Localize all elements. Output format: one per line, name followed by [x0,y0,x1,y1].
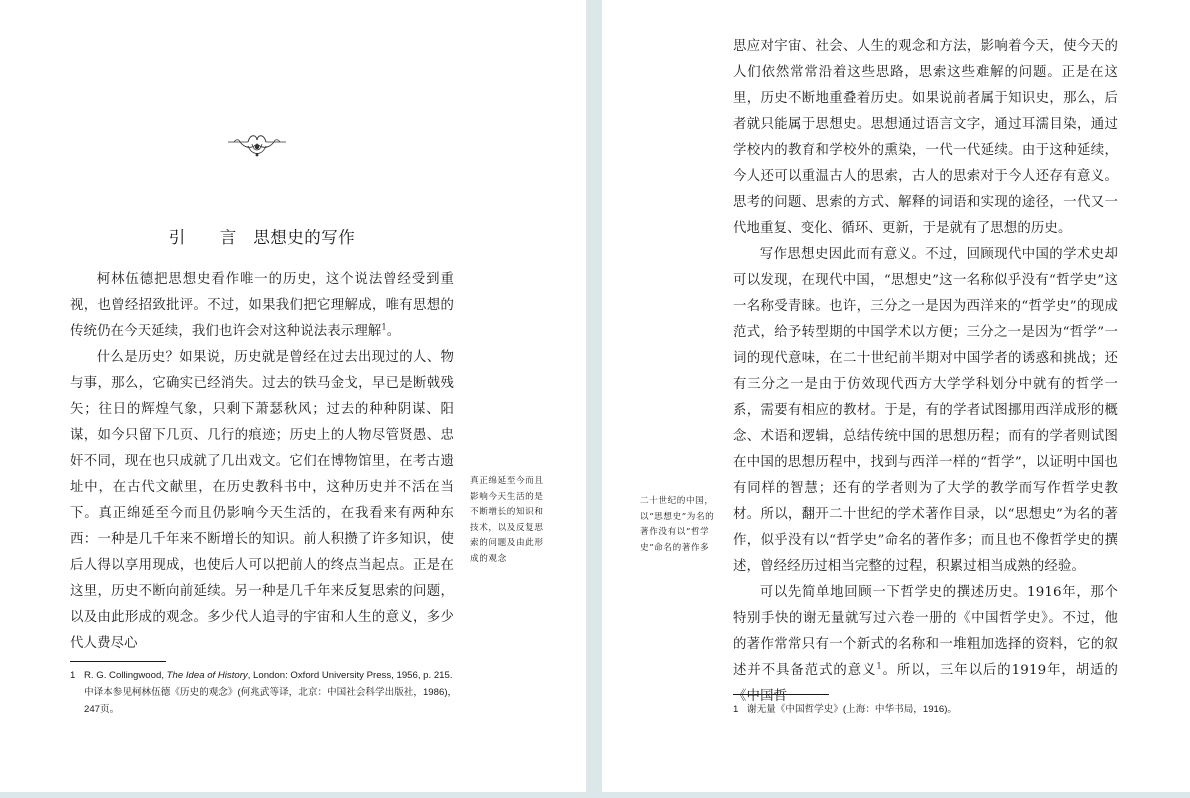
left-body-text [70,267,454,657]
paragraph: 什么是历史？如果说，历史就是曾经在过去出现过的人、物与事，那么，它确实已经消失。过去的铁马金戈，早已是断戟残矢；往日的辉煌气象，只剩下萧瑟秋风；过去的种种阴谋、阳谋，如今只留下几页、几行的痕迹；历史上的人物尽管贤愚、忠奸不同，现在也只成就了几出戏文。它们在博物馆里，在考古遗址中，在古代文献里，在历史教科书中，这种历史并不活在当下。真正绵延至今而且仍影响今天生活的，在我看来有两种东西：一种是几千年来不断增长的知识。前人积攒了许多知识，使后人得以享用现成，也使后人可以把前人的终点当起点。正是在这里，历史不断向前延续。另一种是几千年来反复思索的问题，以及由此形成的观念。多少代人追寻的宇宙和人生的意义，多少代人费尽心 [70,350,454,651]
right-page [602,0,1190,792]
footnote-text: 谢无量《中国哲学史》(上海：中华书局，1916)。 [747,704,958,715]
chapter-title [0,224,524,248]
margin-note: 二十世纪的中国，以“思想史”为名的著作没有以“哲学史”命名的著作多 [640,496,715,553]
paragraph: 柯林伍德把思想史看作唯一的历史，这个说法曾经受到重视，也曾经招致批评。不过，如果我们把它理解成，唯有思想的传统仍在今天延续，我们也许会对这种说法表示理解$^1$。 [70,272,454,339]
paragraph: 写作思想史因此而有意义。不过，回顾现代中国的学术史却可以发现，在现代中国，“思想史”这一名称似乎没有“哲学史”这一名称受青睐。也许，三分之一是因为西洋来的“哲学史”的现成范式，给予转型期的中国学术以方便；三分之一是因为“哲学”一词的现代意味，在二十世纪前半期对中国学者的诱惑和挑战；还有三分之一是由于仿效现代西方大学学科划分中就有的哲学一系，需要有相应的教材。于是，有的学者试图挪用西洋成形的概念、术语和逻辑，总结传统中国的思想历程；而有的学者则试图在中国的思想历程中，找到与西洋一样的“哲学”，以证明中国也有同样的智慧；还有的学者则为了大学的教学而写作哲学史教材。所以，翻开二十世纪的学术著作目录，以“思想史”为名的著作，似乎没有以“哲学史”命名的著作多；而且也不像哲学史的撰述，曾经经历过相当完整的过程，积累过相当成熟的经验。 [733,247,1118,574]
footnote [733,701,1093,718]
footnote-number: 1 [733,704,739,715]
footnote-divider [70,661,166,662]
paragraph-continued: 思应对宇宙、社会、人生的观念和方法，影响着今天，使今天的人们依然常常沿着这些思路，思索这些难解的问题。正是在这里，历史不断地重叠着历史。如果说前者属于知识史，那么，后者就只能属于思想史。思想通过语言文字，通过耳濡目染，通过学校内的教育和学校外的熏染，一代一代延续。由于这种延续，今人还可以重温古人的思索，古人的思索对于今人还存有意义。思考的问题、思索的方式、解释的词语和实现的途径，一代又一代地重复、变化、循环、更新，于是就有了思想的历史。 [733,39,1118,236]
footnote-ref-link[interactable]: 1 [876,661,882,671]
footnote-number: 1 [70,670,76,681]
margin-note: 真正绵延至今而且影响今天生活的是不断增长的知识和技术，以及反复思索的问题及由此形成的观念 [470,476,544,564]
footnote-divider [733,694,829,695]
footnote-publication: , London: Oxford University Press, 1956, p. 215. 中译本参见柯林伍德《历史的观念》(何兆武等译，北京：中国社会科学出版社，1986)，247页。 [84,670,458,715]
footnote-book-title: The Idea of History [166,670,248,681]
left-page [0,0,586,792]
paragraph: 可以先简单地回顾一下哲学史的撰述历史。1916年，那个特别手快的谢无量就写过六卷一册的《中国哲学史》。不过，他的著作常常只有一个新式的名称和一堆粗加选择的资料，它的叙述并不具备范式的意义$^1$。所以，三年以后的1919年，胡适的《中国哲 [733,585,1119,704]
chapter-name: 思想史的写作 [253,228,356,247]
footnote-author: R. G. Collingwood, [84,670,167,681]
footnote [70,667,462,718]
chapter-number: 引 言 [168,228,246,247]
footnote-ref-link[interactable]: 1 [381,322,387,332]
ornament-icon [226,130,288,160]
right-body-text [733,34,1118,710]
